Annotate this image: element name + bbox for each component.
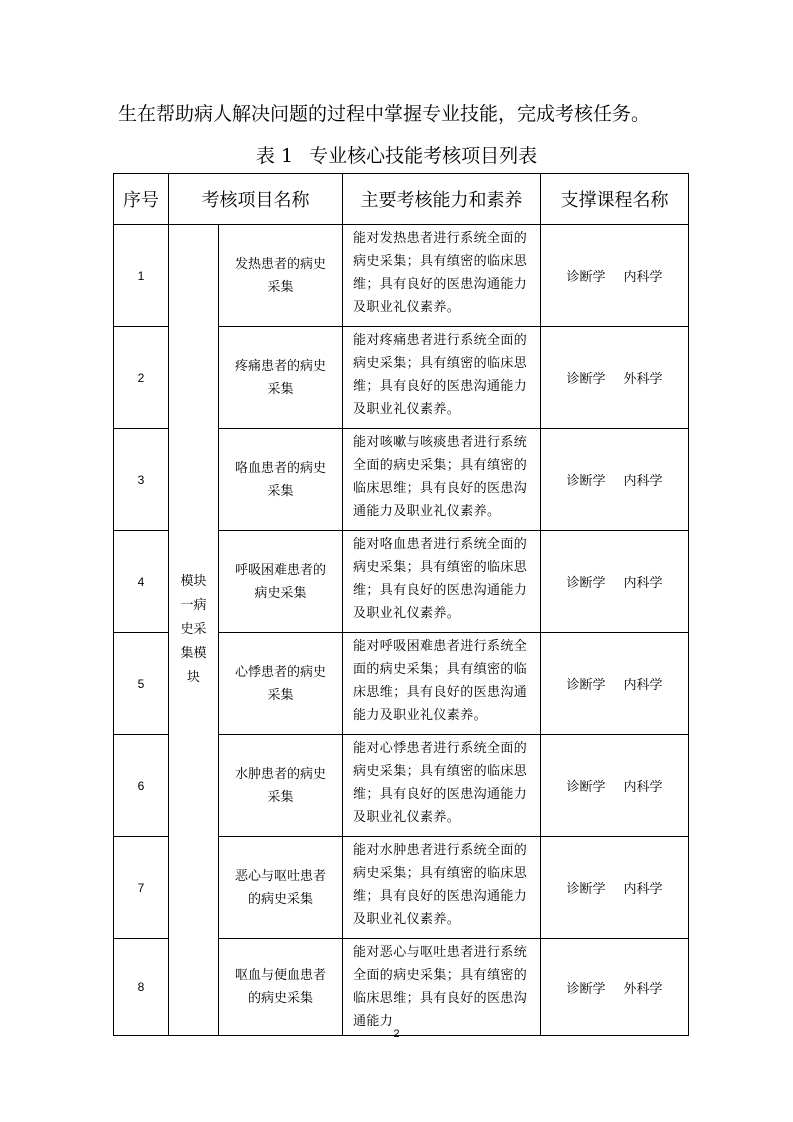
row-ability: 能对疼痛患者进行系统全面的病史采集；具有缜密的临床思维；具有良好的医患沟通能力及职业礼仪素养。 [343, 327, 541, 429]
row-seq: 6 [114, 735, 169, 837]
row-course [541, 429, 689, 531]
table-header-row [114, 174, 689, 225]
header-seq: 序号 [114, 174, 169, 225]
table-number: 表 1 [255, 145, 294, 167]
row-course [541, 531, 689, 633]
row-course [541, 939, 689, 1036]
course-primary: 诊断学 [566, 474, 606, 489]
table-title: 专业核心技能考核项目列表 [309, 145, 538, 167]
table-row [114, 225, 689, 327]
intro-paragraph: 生在帮助病人解决问题的过程中掌握专业技能，完成考核任务。 [118, 103, 651, 125]
course-secondary: 内科学 [623, 882, 663, 897]
row-item-name: 心悸患者的病史采集 [219, 633, 343, 735]
module-cell [169, 225, 219, 1036]
course-secondary: 内科学 [623, 270, 663, 285]
header-ability: 主要考核能力和素养 [343, 174, 541, 225]
course-primary: 诊断学 [566, 678, 606, 693]
row-seq: 5 [114, 633, 169, 735]
row-ability: 能对咳嗽与咳痰患者进行系统全面的病史采集；具有缜密的临床思维；具有良好的医患沟通能力及职业礼仪素养。 [343, 429, 541, 531]
header-course: 支撑课程名称 [541, 174, 689, 225]
row-item-name: 呼吸困难患者的病史采集 [219, 531, 343, 633]
course-primary: 诊断学 [566, 576, 606, 591]
row-ability: 能对恶心与呕吐患者进行系统全面的病史采集；具有缜密的临床思维；具有良好的医患沟通能力 [343, 939, 541, 1036]
row-course [541, 225, 689, 327]
table-caption [0, 142, 793, 170]
course-primary: 诊断学 [566, 780, 606, 795]
row-item-name: 呕血与便血患者的病史采集 [219, 939, 343, 1036]
row-ability: 能对发热患者进行系统全面的病史采集；具有缜密的临床思维；具有良好的医患沟通能力及职业礼仪素养。 [343, 225, 541, 327]
row-ability: 能对呼吸困难患者进行系统全面的病史采集；具有缜密的临床思维；具有良好的医患沟通能力及职业礼仪素养。 [343, 633, 541, 735]
row-seq: 1 [114, 225, 169, 327]
row-item-name: 水肿患者的病史采集 [219, 735, 343, 837]
course-primary: 诊断学 [566, 270, 606, 285]
row-ability: 能对水肿患者进行系统全面的病史采集；具有缜密的临床思维；具有良好的医患沟通能力及职业礼仪素养。 [343, 837, 541, 939]
course-secondary: 外科学 [623, 981, 663, 997]
row-seq: 8 [114, 939, 169, 1036]
course-secondary: 外科学 [623, 372, 663, 387]
row-course [541, 327, 689, 429]
row-seq: 2 [114, 327, 169, 429]
page-number: 2 [393, 1028, 400, 1040]
row-course [541, 837, 689, 939]
row-seq: 7 [114, 837, 169, 939]
course-primary: 诊断学 [566, 372, 606, 387]
course-secondary: 内科学 [623, 474, 663, 489]
row-item-name: 咯血患者的病史采集 [219, 429, 343, 531]
skills-assessment-table [113, 173, 689, 1036]
row-course [541, 735, 689, 837]
row-item-name: 恶心与呕吐患者的病史采集 [219, 837, 343, 939]
course-primary: 诊断学 [566, 882, 606, 897]
course-primary: 诊断学 [566, 981, 606, 997]
header-item-name: 考核项目名称 [169, 174, 343, 225]
row-seq: 3 [114, 429, 169, 531]
row-course [541, 633, 689, 735]
row-ability: 能对心悸患者进行系统全面的病史采集；具有缜密的临床思维；具有良好的医患沟通能力及职业礼仪素养。 [343, 735, 541, 837]
course-secondary: 内科学 [623, 780, 663, 795]
row-seq: 4 [114, 531, 169, 633]
course-secondary: 内科学 [623, 678, 663, 693]
module-label: 模块一病史采集模块 [180, 574, 207, 685]
row-item-name: 发热患者的病史采集 [219, 225, 343, 327]
row-ability: 能对咯血患者进行系统全面的病史采集；具有缜密的临床思维；具有良好的医患沟通能力及职业礼仪素养。 [343, 531, 541, 633]
course-secondary: 内科学 [623, 576, 663, 591]
row-item-name: 疼痛患者的病史采集 [219, 327, 343, 429]
